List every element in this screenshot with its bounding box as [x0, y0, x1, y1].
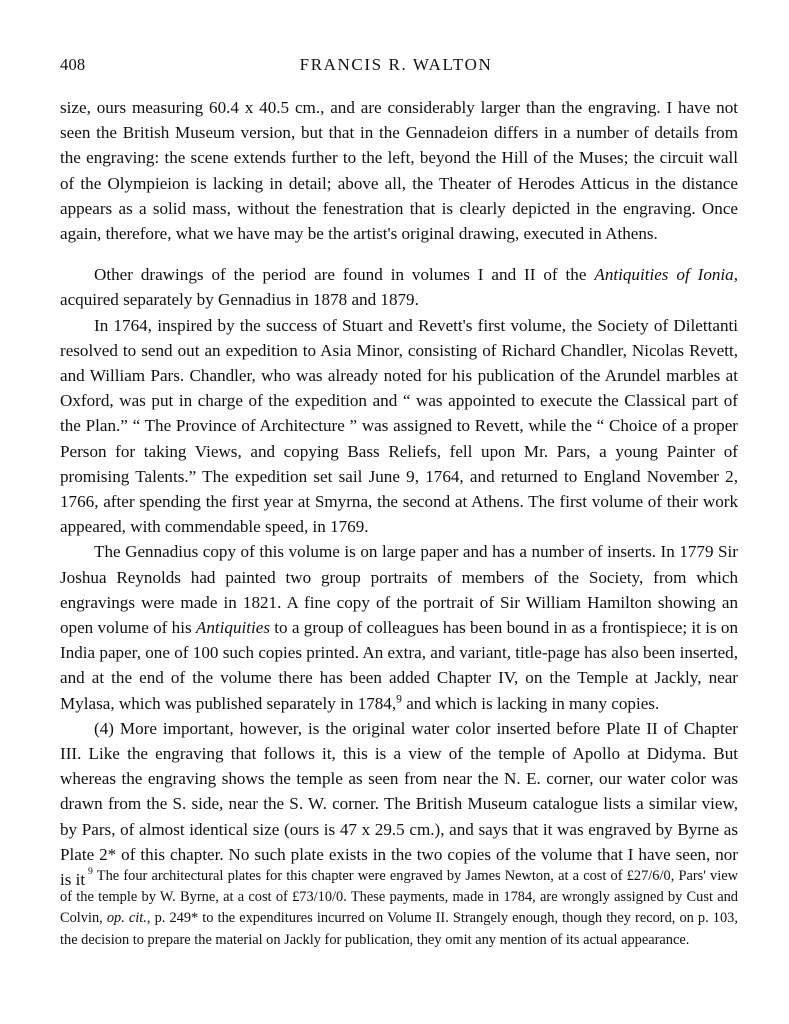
paragraph-2-italic-title: Antiquities of Ionia [594, 265, 734, 285]
paragraph-4-italic-title: Antiquities [195, 618, 270, 638]
body-text [60, 95, 738, 892]
footnote-italic-opcit: op. cit. [106, 910, 147, 927]
footnote-reference-9: 9 [396, 691, 402, 705]
paragraph-2-text-b: , acquired separately by Gennadius in 1878 and 1879. [60, 265, 738, 310]
paragraph-1-text: size, ours measuring 60.4 x 40.5 cm., and are considerably larger than the engraving. I have not seen the British Museum version, but that in the Gennadeion differs in a number of details from the engraving: the scene extends further to the left, beyond the Hill of the Muses; the circuit wall of the Olympieion is lacking in detail; above all, the Theater of Herodes Atticus in the distance appears as a solid mass, without the fenestration that is clearly depicted in the engraving. Once again, therefore, what we have may be the artist's original drawing, executed in Athens. [60, 98, 738, 244]
footnote-block [60, 866, 738, 951]
paragraph-3 [60, 313, 738, 540]
paragraph-4-text-c: and which is lacking in many copies. [401, 693, 660, 713]
paragraph-4-text-a: The Gennadius copy of this volume is on large paper and has a number of inserts. In 1779 Sir Joshua Reynolds had painted two group portraits of members of the Society, from which engravings were made in 1821. A fine copy of the portrait of Sir William Hamilton showing an open volume of his [60, 542, 738, 638]
footnote-9 [60, 866, 738, 951]
paragraph-2-text-a: Other drawings of the period are found in volumes I and II of the [94, 265, 595, 285]
running-title: FRANCIS R. WALTON [299, 55, 493, 74]
footnote-marker-9: 9 [88, 866, 93, 878]
paragraph-2 [60, 262, 738, 312]
page-number: 408 [60, 55, 86, 74]
paragraph-4-text-b: to a group of colleagues has been bound in as a frontispiece; it is on India paper, one of 100 such copies printed. An extra, and variant, title-page has also been inserted, and at the end of the volume there has been added Chapter IV, on the Temple at Jackly, near Mylasa, which was published separately in 1784, [60, 618, 738, 713]
footnote-text-b: , p. 249* to the expenditures incurred on Volume II. Strangely enough, though they record, on p. 103, the decision to prepare the material on Jackly for publication, they omit any mention of its actual appearance. [60, 910, 738, 948]
footnote-text-a: The four architectural plates for this chapter were engraved by James Newton, at a cost of £27/6/0, Pars' view of the temple by W. Byrne, at a cost of £73/10/0. These payments, made in 1784, are wrongly assigned by Cust and Colvin, [60, 868, 738, 927]
paragraph-1 [60, 95, 738, 246]
paragraph-5-text: (4) More important, however, is the original water color inserted before Plate II of Chapter III. Like the engraving that follows it, this is a view of the temple of Apollo at Didyma. But whereas the engraving shows the temple as seen from near the N. E. corner, our water color was drawn from the S. side, near the S. W. corner. The British Museum catalogue lists a similar view, by Pars, of almost identical size (ours is 47 x 29.5 cm.), and says that it was engraved by Byrne as Plate 2* of this chapter. No such plate exists in the two copies of the volume that I have seen, nor is it [60, 718, 738, 890]
page-header [60, 55, 732, 77]
paragraph-4 [60, 539, 738, 715]
paragraph-3-text: In 1764, inspired by the success of Stuart and Revett's first volume, the Society of Dilettanti resolved to send out an expedition to Asia Minor, consisting of Richard Chandler, Nicolas Revett, and William Pars. Chandler, who was already noted for his publication of the Arundel marbles at Oxford, was put in charge of the expedition and “ was appointed to execute the Classical part of the Plan.” “ The Province of Architecture ” was assigned to Revett, while the “ Choice of a proper Person for taking Views, and copying Bass Reliefs, fell upon Mr. Pars, a young Painter of promising Talents.” The expedition set sail June 9, 1764, and returned to England November 2, 1766, after spending the first year at Smyrna, the second at Athens. The first volume of their work appeared, with commendable speed, in 1769. [60, 315, 738, 537]
